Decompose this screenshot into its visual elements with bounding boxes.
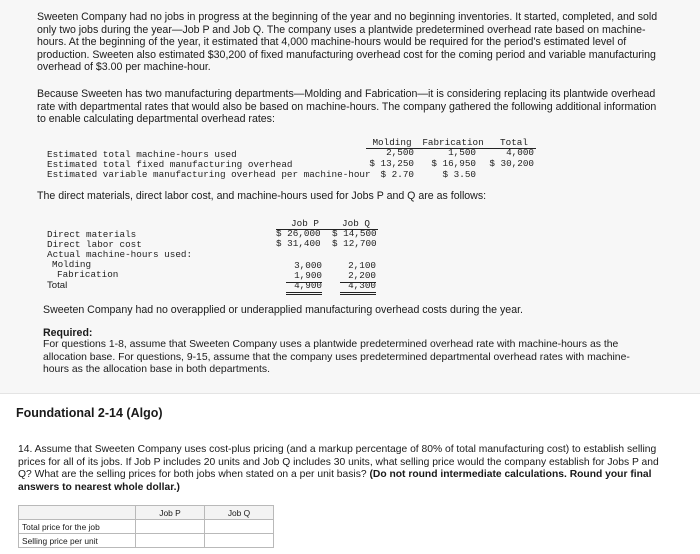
section-title: Foundational 2-14 (Algo) [16, 406, 163, 420]
jobs-table-intro: The direct materials, direct labor cost, and machine-hours used for Jobs P and Q are as follows: [37, 190, 487, 202]
required-text: For questions 1-8, assume that Sweeten Company uses a plantwide predetermined overhead rate with machine-hours as the allocation base. For questions, 9-15, assume that the company uses predetermined departmental overhead rates with machine-hours as the allocation base in both departments. [43, 339, 630, 375]
answer-row-unit-price [19, 534, 274, 548]
job-p-unit-price-input[interactable] [136, 534, 205, 548]
fabrication-variable-overhead: $ 3.50 [442, 169, 476, 180]
question-body: 14. Assume that Sweeten Company uses cost-plus pricing (and a markup percentage of 80% of total manufacturing cost) to establish selling prices for all of its jobs. If Job P includes 20 units and Job Q includes 30 units, what selling price would the company establish for Jobs P and Q? What are the selling prices for both jobs when stated on a per unit basis? [18, 444, 659, 480]
total-hours-label: Total [47, 280, 68, 291]
molding-hours-label: Molding [52, 259, 92, 270]
answer-header-row [19, 506, 274, 520]
job-p-direct-materials: $ 26,000 [276, 228, 321, 239]
job-q-direct-materials: $ 14,500 [332, 228, 377, 239]
answer-header-job-p: Job P [136, 506, 205, 520]
answer-header-job-q: Job Q [205, 506, 274, 520]
answer-header-blank [19, 506, 136, 520]
actual-machine-hours-label: Actual machine-hours used: [47, 249, 193, 260]
required-label: Required: [43, 327, 93, 339]
job-p-total-price-input[interactable] [136, 520, 205, 534]
question-instruction: (Do not round intermediate calculations. Round your final answers to nearest whole dollar.) [18, 469, 652, 493]
direct-labor-label: Direct labor cost [47, 239, 142, 250]
answer-table [18, 505, 274, 548]
row-variable-overhead-label: Estimated variable manufacturing overhead per machine-hour [47, 169, 371, 180]
job-p-molding-hours: 3,000 [294, 260, 322, 271]
job-q-molding-hours: 2,100 [348, 260, 376, 271]
header-molding: Molding [372, 137, 412, 148]
question-text [18, 444, 670, 494]
intro-paragraph: Sweeten Company had no jobs in progress at the beginning of the year and no beginning inventories. It started, completed, and sold only two jobs during the year—Job P and Job Q. The company uses a plantwide predetermined overhead rate based on machine-hours. At the beginning of the year, it estimated that 4,000 machine-hours would be required for the period's estimated level of production. Sweeten also estimated $30,200 of fixed manufacturing overhead cost for the coming period and variable manufacturing overhead of $3.00 per machine-hour. [37, 11, 658, 73]
job-p-fabrication-hours: 1,900 [286, 271, 322, 283]
header-job-p: Job P [291, 218, 319, 229]
molding-machine-hours: 2,500 [386, 147, 414, 158]
fabrication-fixed-overhead: $ 16,950 [431, 158, 476, 169]
unit-price-label: Selling price per unit [19, 534, 136, 548]
job-q-total-hours: 4,300 [340, 281, 376, 295]
total-fixed-overhead: $ 30,200 [489, 158, 534, 169]
job-q-unit-price-input[interactable] [205, 534, 274, 548]
header-total: Total [500, 137, 528, 148]
fabrication-hours-label: Fabrication [57, 269, 119, 280]
job-p-total-hours: 4,900 [286, 281, 322, 295]
total-machine-hours: 4,000 [506, 147, 534, 158]
row-machine-hours-label: Estimated total machine-hours used [47, 149, 237, 160]
molding-fixed-overhead: $ 13,250 [369, 158, 414, 169]
no-over-under-note: Sweeten Company had no overapplied or underapplied manufacturing overhead costs during the year. [43, 304, 523, 316]
departments-paragraph: Because Sweeten has two manufacturing departments—Molding and Fabrication—it is considering replacing its plantwide overhead rate with departmental rates that would also be based on machine-hours. The company gathered the following additional information to enable calculating departmental overhead rates: [37, 88, 657, 125]
total-price-label: Total price for the job [19, 520, 136, 534]
answer-row-total-price [19, 520, 274, 534]
fabrication-machine-hours: 1,500 [448, 147, 476, 158]
molding-variable-overhead: $ 2.70 [380, 169, 414, 180]
job-q-fabrication-hours: 2,200 [340, 271, 376, 283]
job-q-total-price-input[interactable] [205, 520, 274, 534]
job-p-direct-labor: $ 31,400 [276, 238, 321, 249]
header-job-q: Job Q [342, 218, 370, 229]
row-fixed-overhead-label: Estimated total fixed manufacturing overhead [47, 159, 293, 170]
direct-materials-label: Direct materials [47, 229, 137, 240]
job-q-direct-labor: $ 12,700 [332, 238, 377, 249]
header-fabrication: Fabrication [422, 137, 484, 148]
